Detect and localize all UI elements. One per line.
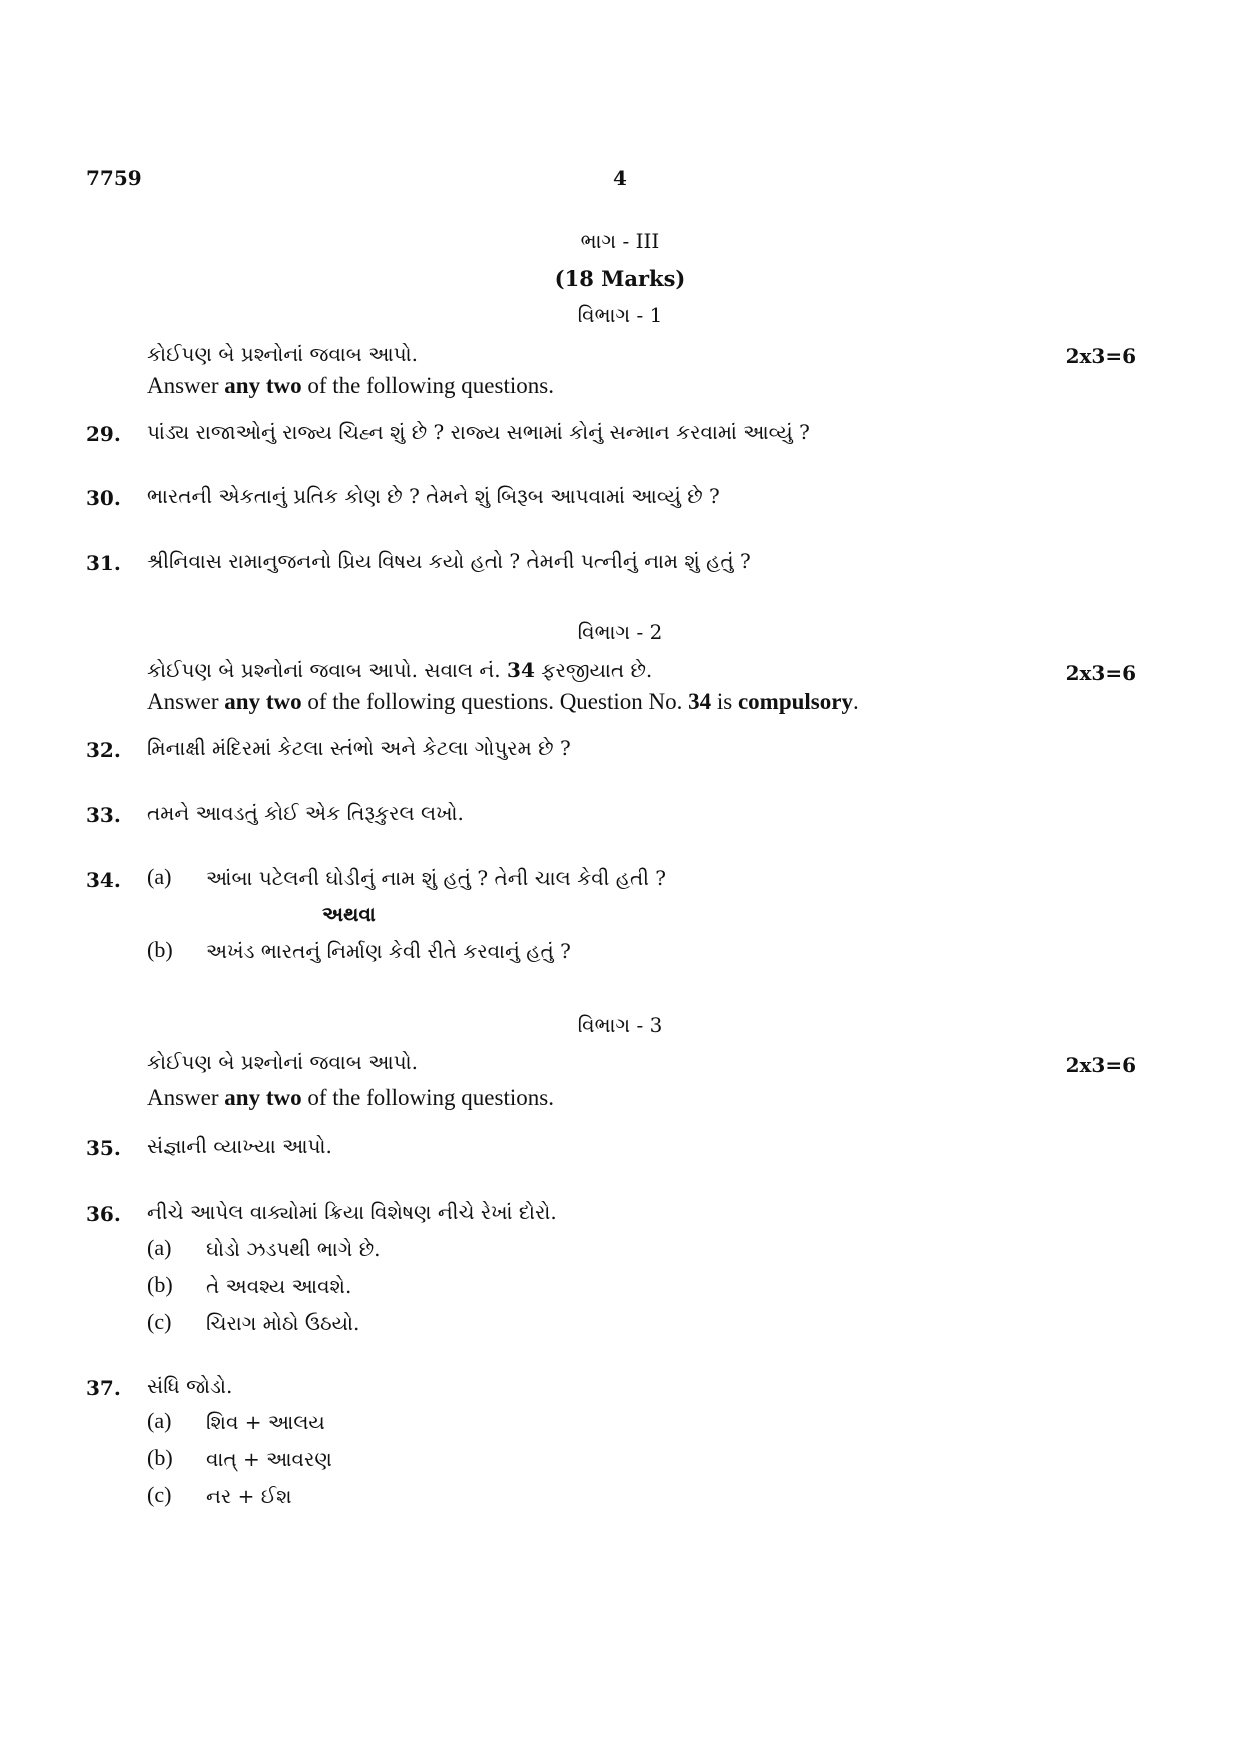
option-text: અખંડ ભારતનું નિર્માણ કેવી રીતે કરવાનું હતું ? xyxy=(206,939,571,963)
option-text: વાત્ + આવરણ xyxy=(206,1447,332,1471)
option-label: (b) xyxy=(147,937,173,962)
question-text: શ્રીનિવાસ રામાનુજનનો પ્રિય વિષય કયો હતો ? તેમની પત્નીનું નામ શું હતું ? xyxy=(147,549,751,573)
section-2-title: વિભાગ - 2 xyxy=(577,620,663,644)
question-number: 29. xyxy=(86,422,121,446)
or-separator: અથવા xyxy=(322,902,376,926)
option-label: (a) xyxy=(147,1408,172,1433)
question-number: 37. xyxy=(86,1376,121,1400)
question-text: ભારતની એકતાનું પ્રતિક કોણ છે ? તેમને શું બિરૂબ આપવામાં આવ્યું છે ? xyxy=(147,484,720,508)
option-text: આંબા પટેલની ઘોડીનું નામ શું હતું ? તેની ચાલ કેવી હતી ? xyxy=(206,866,667,890)
part-title: ભાગ - III xyxy=(580,229,660,253)
option-text: નર + ઈશ xyxy=(206,1484,292,1508)
paper-code: 7759 xyxy=(86,166,142,190)
section-2-marks: 2x3=6 xyxy=(1065,661,1136,685)
question-number: 34. xyxy=(86,868,121,892)
option-label: (c) xyxy=(147,1482,172,1507)
section-2-instruction-en: Answer any two of the following questions. Question No. 34 is compulsory. xyxy=(147,689,859,714)
option-text: ઘોડો ઝડપથી ભાગે છે. xyxy=(206,1237,381,1261)
option-text: ચિરાગ મોઠો ઉઠયો. xyxy=(206,1311,360,1335)
option-label: (b) xyxy=(147,1445,173,1470)
question-text: પાંડ્ય રાજાઓનું રાજ્ય ચિહ્ન શું છે ? રાજ્ય સભામાં કોનું સન્માન કરવામાં આવ્યું ? xyxy=(147,420,810,444)
section-1-marks: 2x3=6 xyxy=(1065,344,1136,368)
section-3-title: વિભાગ - 3 xyxy=(577,1013,663,1037)
option-label: (a) xyxy=(147,864,172,889)
section-1-instruction-en: Answer any two of the following questions. xyxy=(147,373,554,398)
question-text: તમને આવડતું કોઈ એક તિરૂકુરલ લખો. xyxy=(147,801,464,825)
question-number: 33. xyxy=(86,803,121,827)
page-number: 4 xyxy=(613,166,627,190)
question-number: 30. xyxy=(86,486,121,510)
option-label: (b) xyxy=(147,1272,173,1297)
section-3-marks: 2x3=6 xyxy=(1065,1053,1136,1077)
question-text: સંજ્ઞાની વ્યાખ્યા આપો. xyxy=(147,1134,332,1158)
question-text: મિનાક્ષી મંદિરમાં કેટલા સ્તંભો અને કેટલા ગોપુરમ છે ? xyxy=(147,736,571,760)
question-text: સંધિ જોડો. xyxy=(147,1374,233,1398)
question-number: 32. xyxy=(86,738,121,762)
section-1-instruction-gu: કોઈપણ બે પ્રશ્નોનાં જવાબ આપો. xyxy=(147,342,419,366)
option-label: (c) xyxy=(147,1309,172,1334)
section-2-instruction-gu: કોઈપણ બે પ્રશ્નોનાં જવાબ આપો. સવાલ નં. 34 ફરજીયાત છે. xyxy=(147,658,653,682)
option-text: શિવ + આલય xyxy=(206,1410,325,1434)
section-1-title: વિભાગ - 1 xyxy=(577,303,663,327)
question-number: 35. xyxy=(86,1136,121,1160)
question-number: 31. xyxy=(86,551,121,575)
option-label: (a) xyxy=(147,1235,172,1260)
part-marks: (18 Marks) xyxy=(554,266,686,291)
option-text: તે અવશ્ય આવશે. xyxy=(206,1274,352,1298)
question-text: નીચે આપેલ વાક્યોમાં ક્રિયા વિશેષણ નીચે રેખાં દોરો. xyxy=(147,1200,557,1224)
section-3-instruction-gu: કોઈપણ બે પ્રશ્નોનાં જવાબ આપો. xyxy=(147,1050,419,1074)
question-number: 36. xyxy=(86,1202,121,1226)
section-3-instruction-en: Answer any two of the following questions. xyxy=(147,1085,554,1110)
